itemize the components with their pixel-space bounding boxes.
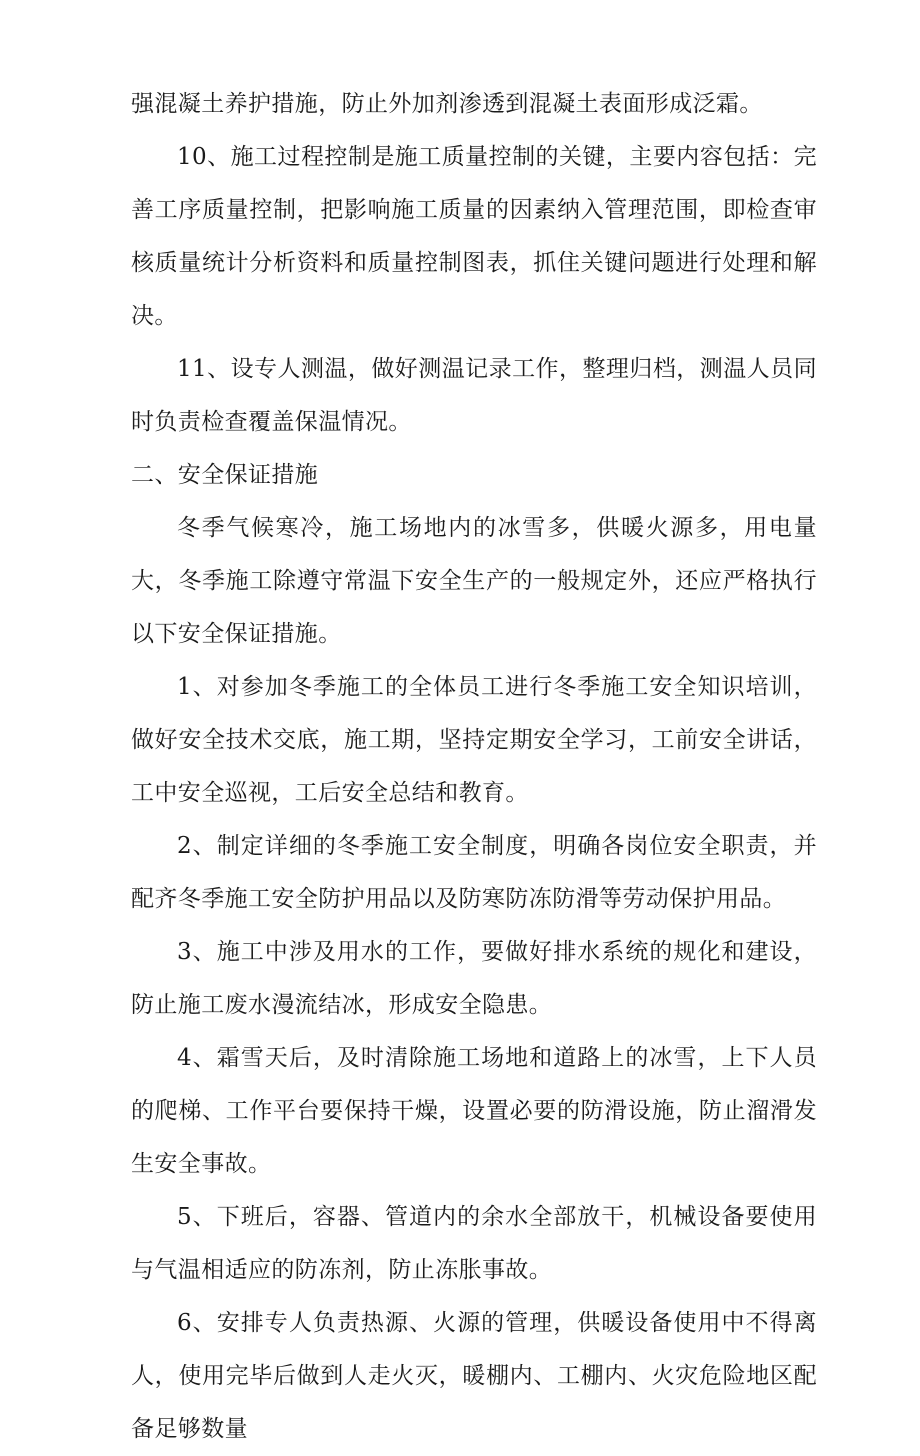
paragraph-item-2: 2、制定详细的冬季施工安全制度，明确各岗位安全职责，并配齐冬季施工安全防护用品以及防寒防冻防滑等劳动保护用品。 (131, 833, 817, 912)
body-text (131, 78, 817, 1456)
paragraph-continuation: 强混凝土养护措施，防止外加剂渗透到混凝土表面形成泛霜。 (131, 91, 763, 117)
paragraph-item-3: 3、施工中涉及用水的工作，要做好排水系统的规化和建设，防止施工废水漫流结冰，形成安全隐患。 (131, 939, 817, 1018)
paragraph-item-5: 5、下班后，容器、管道内的余水全部放干，机械设备要使用与气温相适应的防冻剂，防止冻胀事故。 (131, 1204, 817, 1283)
paragraph-item-10: 10、施工过程控制是施工质量控制的关键，主要内容包括：完善工序质量控制，把影响施工质量的因素纳入管理范围，即检查审核质量统计分析资料和质量控制图表，抓住关键问题进行处理和解决。 (131, 144, 817, 329)
paragraph-item-6: 6、安排专人负责热源、火源的管理，供暖设备使用中不得离人，使用完毕后做到人走火灭，暖棚内、工棚内、火灾危险地区配备足够数量 (131, 1310, 817, 1442)
paragraph-item-1: 1、对参加冬季施工的全体员工进行冬季施工安全知识培训，做好安全技术交底，施工期，坚持定期安全学习，工前安全讲话，工中安全巡视，工后安全总结和教育。 (131, 674, 817, 806)
section-heading: 二、安全保证措施 (131, 462, 319, 488)
paragraph-item-11: 11、设专人测温，做好测温记录工作，整理归档，测温人员同时负责检查覆盖保温情况。 (131, 356, 817, 435)
paragraph-intro: 冬季气候寒冷，施工场地内的冰雪多，供暖火源多，用电量大，冬季施工除遵守常温下安全生产的一般规定外，还应严格执行以下安全保证措施。 (131, 515, 817, 647)
paragraph-item-4: 4、霜雪天后，及时清除施工场地和道路上的冰雪，上下人员的爬梯、工作平台要保持干燥，设置必要的防滑设施，防止溜滑发生安全事故。 (131, 1045, 817, 1177)
